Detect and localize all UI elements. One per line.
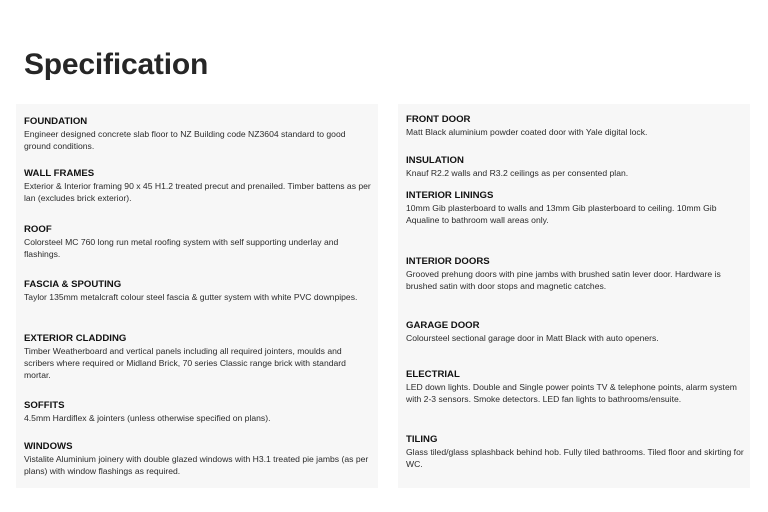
spec-text: Vistalite Aluminium joinery with double glazed windows with H3.1 treated pie jambs (as per plans) with window flashings as required. [24,454,369,476]
spec-heading: TILING [406,434,438,445]
spec-heading: INTERIOR DOORS [406,256,490,267]
spec-heading: GARAGE DOOR [406,320,480,331]
spec-section-foundation [24,116,372,152]
spec-section-electrial [406,369,744,405]
spec-text: Knauf R2.2 walls and R3.2 ceilings as per consented plan. [406,168,629,178]
spec-section-interior-doors [406,256,744,292]
spec-section-windows [24,441,372,477]
spec-text: Exterior & Interior framing 90 x 45 H1.2 treated precut and prenailed. Timber battens as per lan (excludes brick exterior). [24,181,371,203]
spec-heading: FRONT DOOR [406,114,471,125]
spec-heading: SOFFITS [24,400,65,411]
spec-text: LED down lights. Double and Single power points TV & telephone points, alarm system with 2-3 sensors. Smoke detectors. LED fan lights to bathrooms/ensuite. [406,382,737,404]
spec-heading: FOUNDATION [24,116,88,127]
spec-heading: FASCIA & SPOUTING [24,279,122,290]
spec-text: Engineer designed concrete slab floor to NZ Building code NZ3604 standard to good ground conditions. [24,129,346,151]
spec-section-tiling [406,434,744,470]
spec-heading: EXTERIOR CLADDING [24,333,127,344]
spec-heading: WINDOWS [24,441,73,452]
page-title: Specification [24,48,209,81]
spec-section-exterior-cladding [24,333,372,381]
spec-section-roof [24,224,372,260]
spec-text: 4.5mm Hardiflex & jointers (unless otherwise specified on plans). [24,413,271,423]
spec-heading: ELECTRIAL [406,369,460,380]
spec-text: 10mm Gib plasterboard to walls and 13mm Gib plasterboard to ceiling. 10mm Gib Aqualine to bathroom wall areas only. [406,203,717,225]
spec-section-fascia-spouting [24,279,372,303]
spec-text: Grooved prehung doors with pine jambs with brushed satin lever door. Hardware is brushed satin with door stops and magnetic catches. [406,269,721,291]
spec-section-insulation [406,155,744,179]
spec-text: Timber Weatherboard and vertical panels including all required jointers, moulds and scribers where required or Midland Brick, 70 series Classic range brick with standard mortar. [24,346,346,380]
spec-section-front-door [406,114,744,138]
spec-heading: WALL FRAMES [24,168,95,179]
spec-text: Glass tiled/glass splashback behind hob. Fully tiled bathrooms. Tiled floor and skirting for WC. [406,447,744,469]
spec-text: Taylor 135mm metalcraft colour steel fascia & gutter system with white PVC downpipes. [24,292,358,302]
spec-panel-right [398,104,750,488]
spec-panel-left [16,104,378,488]
spec-section-wall-frames [24,168,372,204]
spec-heading: INSULATION [406,155,464,166]
spec-text: Matt Black aluminium powder coated door with Yale digital lock. [406,127,648,137]
spec-section-garage-door [406,320,744,344]
spec-section-interior-linings [406,190,744,226]
spec-text: Coloursteel sectional garage door in Matt Black with auto openers. [406,333,659,343]
spec-heading: INTERIOR LININGS [406,190,494,201]
spec-heading: ROOF [24,224,52,235]
spec-text: Colorsteel MC 760 long run metal roofing system with self supporting underlay and flashings. [24,237,339,259]
spec-section-soffits [24,400,372,424]
